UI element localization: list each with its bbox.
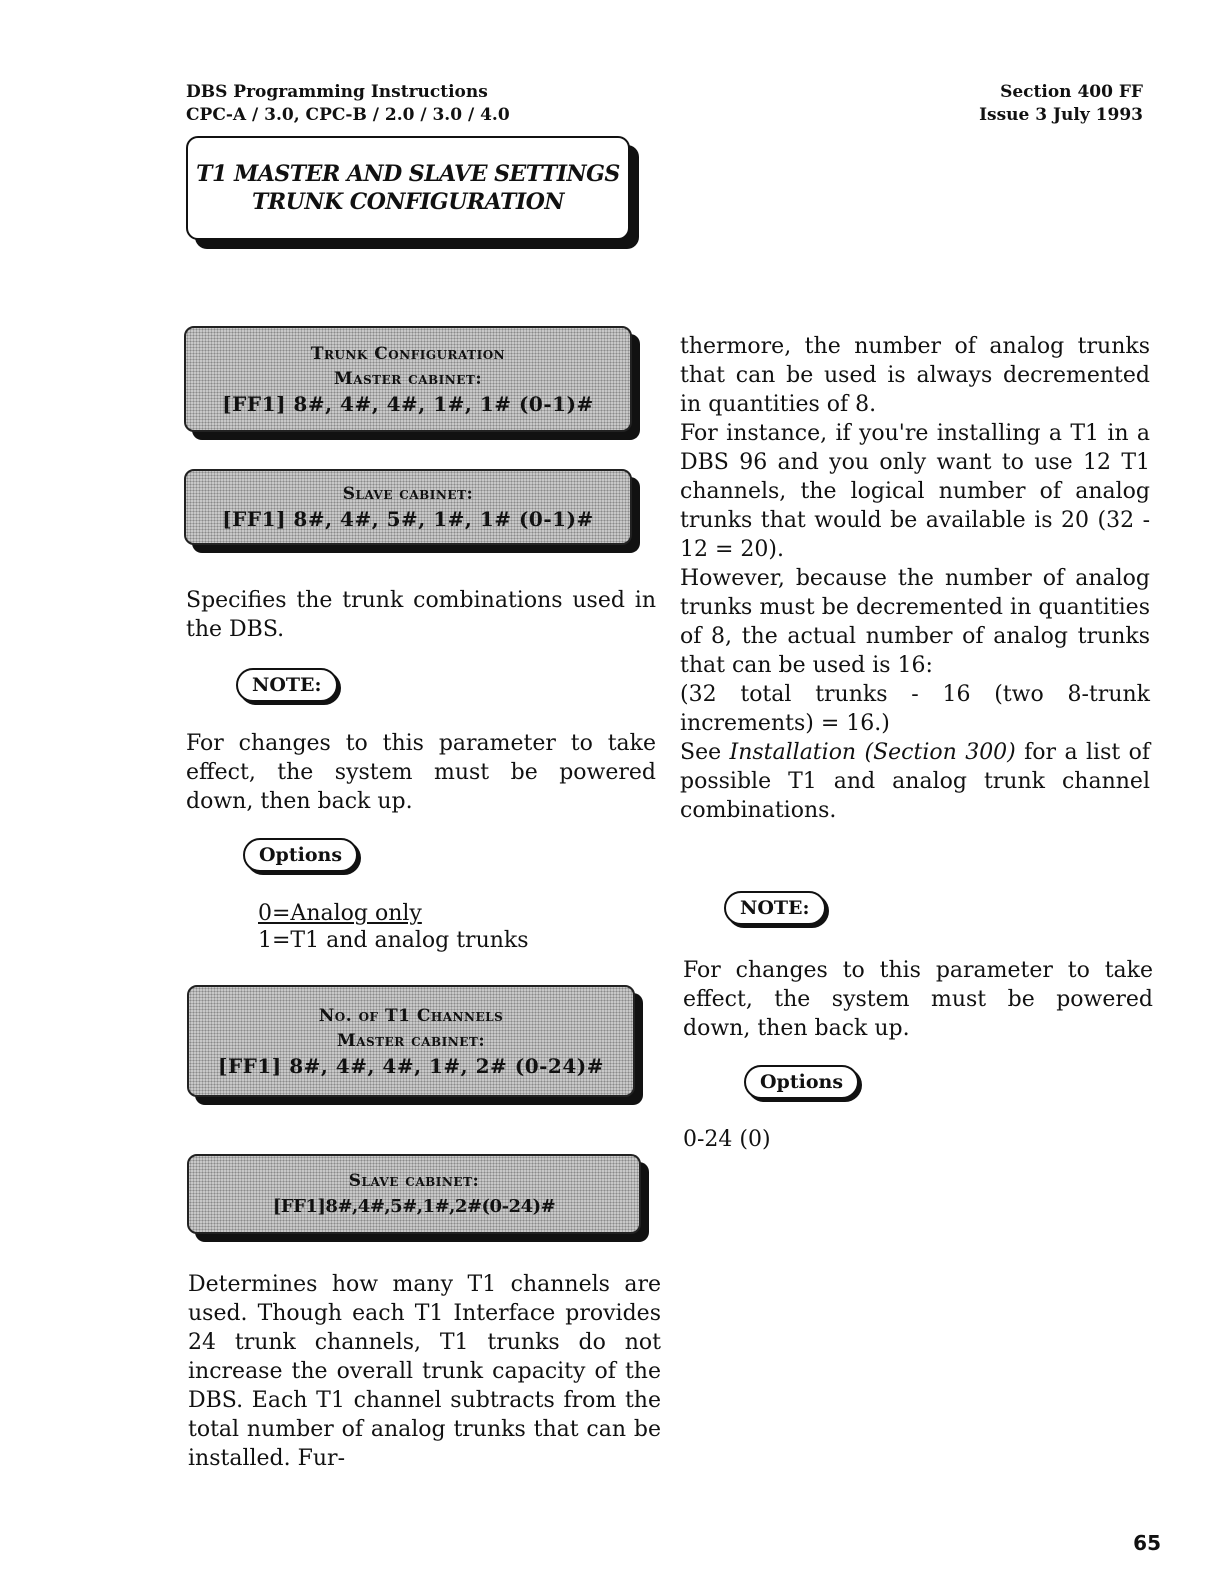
t1-channels-options-value: 0-24 (0) xyxy=(683,1127,771,1152)
title-line-1: T1 MASTER AND SLAVE SETTINGS xyxy=(196,161,620,187)
doc-versions: CPC-A / 3.0, CPC-B / 2.0 / 3.0 / 4.0 xyxy=(186,105,510,125)
trunk-config-caption: Trunk Configuration xyxy=(310,343,506,364)
right-note-badge: NOTE: xyxy=(724,891,826,925)
trunk-config-slave-code: [FF1] 8#, 4#, 5#, 1#, 1# (0-1)# xyxy=(222,507,594,531)
right-para-3: However, because the number of analog trunks must be decremented in quantities of 8, the actual number of analog trunks that can be used is 16: xyxy=(680,566,1150,678)
right-para-4: (32 total trunks - 16 (two 8-trunk increments) = 16.) xyxy=(680,682,1150,736)
doc-title: DBS Programming Instructions xyxy=(186,82,488,102)
header-left xyxy=(186,81,510,127)
right-para-5: See Installation (Section 300) for a list of possible T1 and analog trunk channel combinations. xyxy=(680,740,1150,823)
note-badge: NOTE: xyxy=(236,668,338,702)
section-label: Section 400 FF xyxy=(1000,82,1143,102)
trunk-config-description: Specifies the trunk combinations used in the DBS. xyxy=(186,588,656,642)
page-number: 65 xyxy=(1133,1531,1161,1555)
option-analog-only: 0=Analog only xyxy=(258,901,422,926)
t1-slave-cabinet-caption: Slave cabinet: xyxy=(348,1171,480,1191)
t1-channels-caption: No. of T1 Channels xyxy=(318,1005,504,1026)
right-note-text: For changes to this parameter to take effect, the system must be powered down, then back up. xyxy=(683,958,1153,1041)
t1-channels-slave-code: [FF1]8#,4#,5#,1#,2#(0-24)# xyxy=(272,1196,556,1217)
t1-channels-master-box xyxy=(187,985,635,1097)
t1-channels-slave-box xyxy=(187,1154,641,1234)
t1-channels-description: Determines how many T1 channels are used. Though each T1 Interface provides 24 trunk channels, T1 trunks do not increase the overall trunk capacity of the DBS. Each T1 channel subtracts from the total number of analog trunks that can be installed. Fur- xyxy=(188,1272,661,1471)
right-column-text xyxy=(680,332,1150,825)
t1-channels-master-code: [FF1] 8#, 4#, 4#, 1#, 2# (0-24)# xyxy=(218,1053,604,1078)
right-options-badge: Options xyxy=(744,1065,859,1099)
master-cabinet-caption: Master cabinet: xyxy=(333,368,483,389)
trunk-config-master-box xyxy=(184,326,632,432)
installation-reference: Installation (Section 300) xyxy=(729,740,1016,765)
right-para-2: For instance, if you're installing a T1 in a DBS 96 and you only want to use 12 T1 channels, the logical number of analog trunks that would be available is 20 (32 - 12 = 20). xyxy=(680,421,1150,562)
trunk-config-slave-box xyxy=(184,469,632,545)
right-para-1: thermore, the number of analog trunks that can be used is always decremented in quantities of 8. xyxy=(680,334,1150,417)
issue-date: Issue 3 July 1993 xyxy=(979,105,1143,125)
title-line-2: TRUNK CONFIGURATION xyxy=(252,189,564,215)
options-badge: Options xyxy=(243,838,358,872)
trunk-config-master-code: [FF1] 8#, 4#, 4#, 1#, 1# (0-1)# xyxy=(222,391,594,416)
trunk-config-note-text: For changes to this parameter to take effect, the system must be powered down, then back up. xyxy=(186,731,656,814)
t1-master-cabinet-caption: Master cabinet: xyxy=(336,1030,486,1051)
slave-cabinet-caption: Slave cabinet: xyxy=(342,484,474,504)
header-right xyxy=(979,81,1143,127)
title-box xyxy=(186,136,630,240)
option-t1-and-analog: 1=T1 and analog trunks xyxy=(258,928,529,953)
